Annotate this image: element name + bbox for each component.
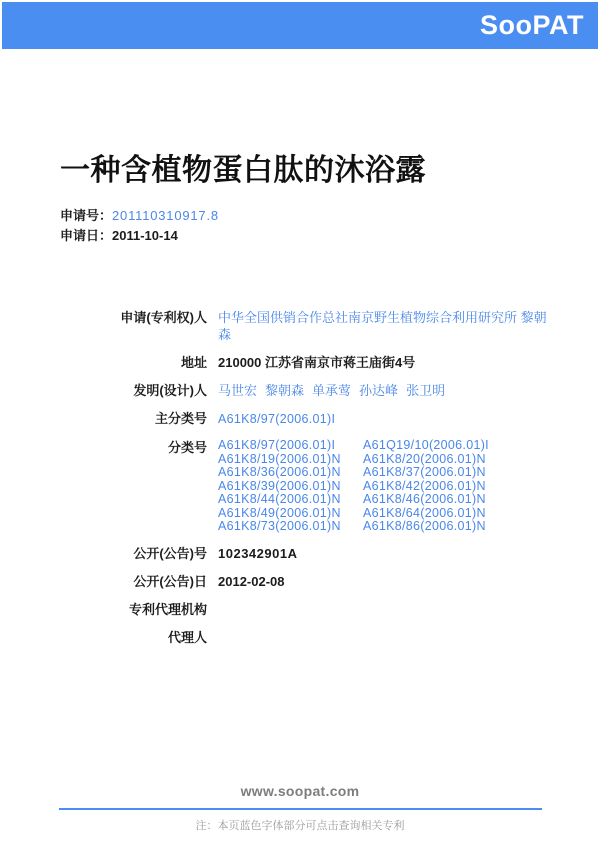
agent-label: 代理人 xyxy=(167,629,207,645)
field-row-applicant xyxy=(60,309,547,343)
class-code-link[interactable]: A61K8/36(2006.01)N xyxy=(218,465,341,479)
soopat-logo[interactable]: SooPAT xyxy=(480,10,584,40)
application-number-row xyxy=(60,206,542,226)
class-code-link[interactable]: A61K8/64(2006.01)N xyxy=(363,505,486,520)
applicant-label: 申请(专利权)人 xyxy=(120,310,207,325)
applicant-org-link[interactable]: 中华全国供销合作总社南京野生植物综合利用研究所 xyxy=(218,310,518,325)
field-row-inventors xyxy=(60,382,542,399)
field-row-classes xyxy=(60,439,542,534)
class-label: 分类号 xyxy=(167,440,207,455)
inventor-link[interactable]: 孙达峰 xyxy=(359,383,399,398)
pub-date-value: 2012-02-08 xyxy=(218,573,285,589)
field-row-main-class xyxy=(60,410,542,428)
class-code-link[interactable]: A61K8/37(2006.01)N xyxy=(363,465,486,479)
inventors-value xyxy=(218,382,548,399)
details-table xyxy=(60,309,547,646)
application-block xyxy=(60,206,542,246)
class-code-link[interactable]: A61K8/49(2006.01)N xyxy=(218,505,341,520)
class-code-link[interactable]: A61K8/97(2006.01)I xyxy=(218,438,336,452)
address-value: 210000 江苏省南京市蒋王庙街4号 xyxy=(218,355,416,370)
application-date-label: 申请日： xyxy=(60,228,113,243)
pub-number-value: 102342901A xyxy=(218,545,298,561)
field-row-pub-number xyxy=(60,545,542,562)
agent-value xyxy=(218,629,548,646)
footer-note: 注：本页蓝色字体部分可点击查询相关专利 xyxy=(195,820,405,832)
class-code-link[interactable]: A61K8/86(2006.01)N xyxy=(363,519,486,533)
application-number-link[interactable]: 201110310917.8 xyxy=(112,208,219,223)
agency-label: 专利代理机构 xyxy=(128,601,207,617)
field-row-pub-date xyxy=(60,573,542,590)
footer-divider xyxy=(59,808,542,810)
inventor-link[interactable]: 张卫明 xyxy=(406,383,446,398)
class-code-link[interactable]: A61K8/44(2006.01)N xyxy=(218,492,341,506)
inventor-link[interactable]: 黎朝森 xyxy=(265,383,305,398)
class-code-link[interactable]: A61K8/46(2006.01)N xyxy=(363,492,486,506)
class-code-link[interactable]: A61K8/39(2006.01)N xyxy=(218,478,341,493)
class-code-link[interactable]: A61Q19/10(2006.01)I xyxy=(363,438,489,452)
class-codes xyxy=(218,439,548,534)
pub-number-label: 公开(公告)号 xyxy=(133,545,207,561)
main-class-label: 主分类号 xyxy=(154,411,207,426)
application-date-row xyxy=(60,226,542,246)
class-code-link[interactable]: A61K8/19(2006.01)N xyxy=(218,451,341,466)
agency-value xyxy=(218,601,548,618)
field-row-address xyxy=(60,354,542,371)
field-row-agency xyxy=(60,601,542,618)
pub-date-label: 公开(公告)日 xyxy=(133,573,207,589)
field-row-agent xyxy=(60,629,542,646)
class-code-link[interactable]: A61K8/42(2006.01)N xyxy=(363,478,486,493)
applicant-value xyxy=(218,309,548,343)
inventor-link[interactable]: 单承莺 xyxy=(312,383,352,398)
class-code-link[interactable]: A61K8/20(2006.01)N xyxy=(363,451,486,466)
header-bar xyxy=(2,2,598,49)
main-class-link[interactable]: A61K8/97(2006.01)I xyxy=(218,412,336,426)
inventors-label: 发明(设计)人 xyxy=(133,383,207,398)
class-code-link[interactable]: A61K8/73(2006.01)N xyxy=(218,519,341,533)
main-class-value xyxy=(218,410,548,428)
application-date-value: 2011-10-14 xyxy=(112,228,178,243)
application-number-label: 申请号： xyxy=(60,208,113,223)
content-area xyxy=(60,49,547,657)
patent-title: 一种含植物蛋白肽的沐浴露 xyxy=(60,154,426,187)
inventor-link[interactable]: 马世宏 xyxy=(218,383,258,398)
applicant-person-link[interactable]: 黎朝森 xyxy=(218,310,547,342)
footer-site-url: www.soopat.com xyxy=(240,783,360,799)
address-label: 地址 xyxy=(180,355,207,370)
